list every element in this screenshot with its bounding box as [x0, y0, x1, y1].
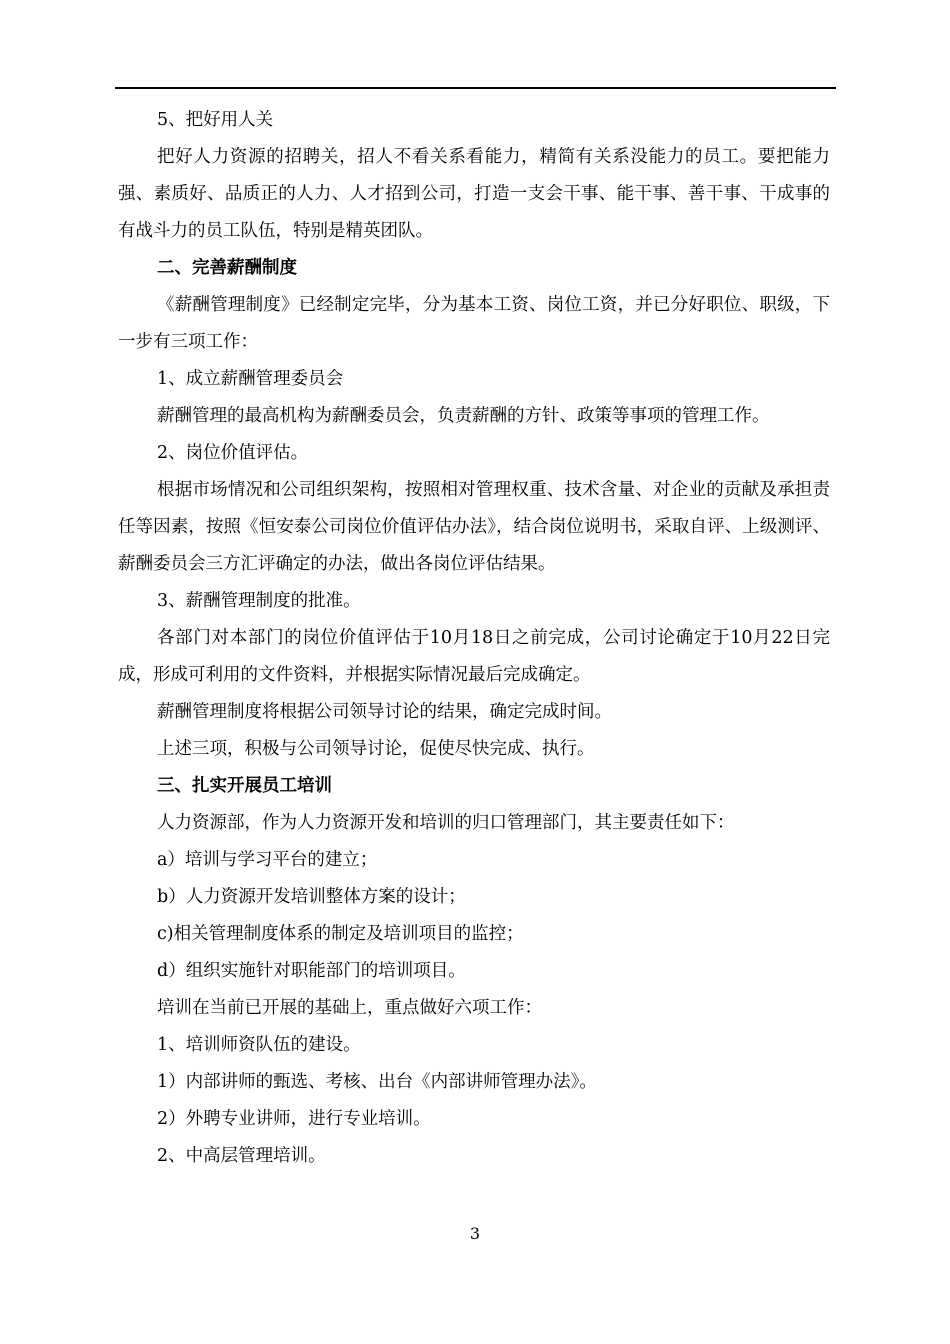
document-body — [118, 102, 830, 1175]
list-item: 1）内部讲师的甄选、考核、出台《内部讲师管理办法》。 — [157, 1072, 597, 1092]
paragraph: 培训在当前已开展的基础上，重点做好六项工作： — [157, 998, 542, 1018]
paragraph: 薪酬管理制度将根据公司领导讨论的结果，确定完成时间。 — [157, 702, 612, 722]
paragraph: 上述三项，积极与公司领导讨论，促使尽快完成、执行。 — [157, 739, 595, 759]
paragraph: 人力资源部，作为人力资源开发和培训的归口管理部门，其主要责任如下： — [157, 813, 735, 833]
list-item: d）组织实施针对职能部门的培训项目。 — [157, 961, 466, 981]
paragraph: 3、薪酬管理制度的批准。 — [157, 591, 361, 611]
paragraph: 2、中高层管理培训。 — [157, 1146, 326, 1166]
list-item: a）培训与学习平台的建立； — [157, 850, 378, 870]
list-item: 2）外聘专业讲师，进行专业培训。 — [157, 1109, 431, 1129]
paragraph: 把好人力资源的招聘关，招人不看关系看能力，精简有关系没能力的员工。要把能力强、素质好、品质正的人力、人才招到公司，打造一支会干事、能干事、善干事、干成事的有战斗力的员工队伍，特别是精英团队。 — [118, 147, 830, 241]
list-item: b）人力资源开发培训整体方案的设计； — [157, 887, 466, 907]
paragraph: 各部门对本部门的岗位价值评估于10月18日之前完成，公司讨论确定于10月22日完成，形成可利用的文件资料，并根据实际情况最后完成确定。 — [118, 628, 830, 685]
page-number: 3 — [469, 1224, 481, 1243]
paragraph: 2、岗位价值评估。 — [157, 443, 309, 463]
paragraph: 《薪酬管理制度》已经制定完毕，分为基本工资、岗位工资，并已分好职位、职级，下一步有三项工作： — [118, 295, 830, 352]
list-item: c)相关管理制度体系的制定及培训项目的监控； — [157, 924, 524, 944]
paragraph: 1、成立薪酬管理委员会 — [157, 369, 344, 389]
paragraph: 薪酬管理的最高机构为薪酬委员会，负责薪酬的方针、政策等事项的管理工作。 — [157, 406, 770, 426]
paragraph: 5、把好用人关 — [157, 110, 274, 130]
section-heading: 三、扎实开展员工培训 — [157, 776, 332, 796]
paragraph: 1、培训师资队伍的建设。 — [157, 1035, 361, 1055]
section-heading: 二、完善薪酬制度 — [157, 258, 297, 278]
paragraph: 根据市场情况和公司组织架构，按照相对管理权重、技术含量、对企业的贡献及承担责任等因素，按照《恒安泰公司岗位价值评估办法》，结合岗位说明书，采取自评、上级测评、薪酬委员会三方汇评确定的办法，做出各岗位评估结果。 — [118, 480, 830, 574]
header-rule — [115, 87, 836, 89]
